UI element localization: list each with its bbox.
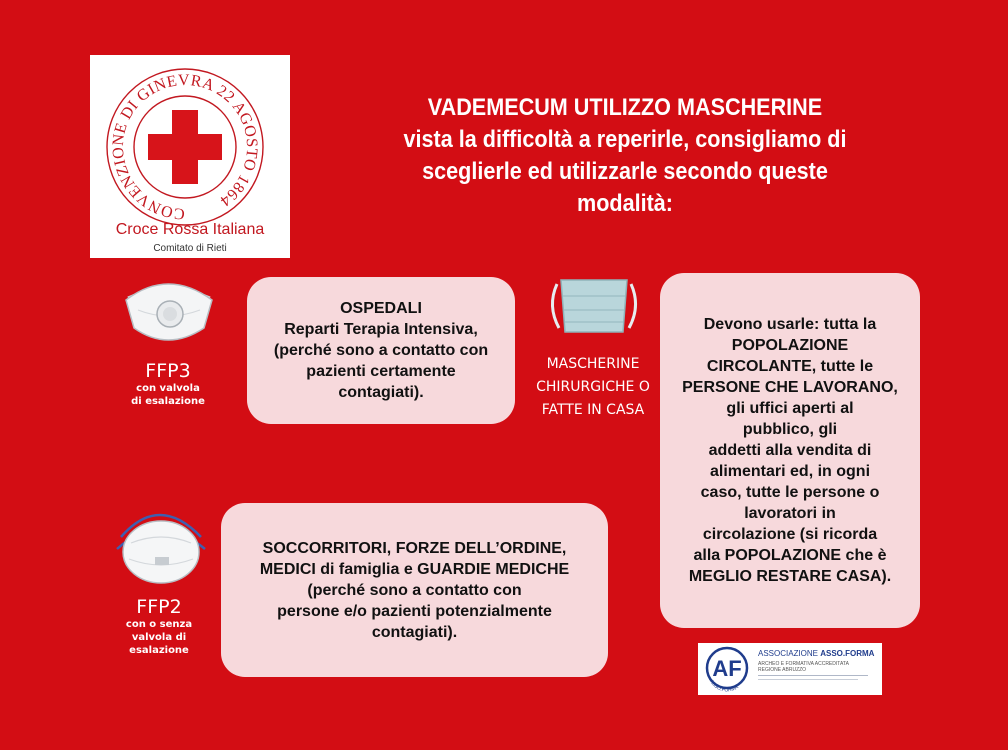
population-line: addetti alla vendita di [708,442,872,459]
title-line: sceglierle ed utilizzarle secondo queste [422,158,828,185]
hospitals-line: Reparti Terapia Intensiva, [284,321,478,338]
asso-monogram: AF [712,656,742,681]
population-line: alimentari ed, in ogni [709,463,871,480]
ffp2-mask-icon [113,497,208,587]
asso-forma-logo [698,643,882,695]
surgical-mask-icon [543,272,643,342]
rescuers-info-box [221,503,608,677]
asso-ring-text: ASSO.FORMA [708,678,740,693]
hospitals-info-box [247,277,515,424]
asso-title-name: ASSO.FORMA [820,649,875,658]
title-line: vista la difficoltà a reperirle, consigliamo di [403,126,847,153]
population-line: CIRCOLANTE, tutte le [706,358,874,375]
hospitals-line: OSPEDALI [340,300,422,317]
ffp2-note: valvola di [131,632,187,643]
title-line: VADEMECUM UTILIZZO MASCHERINE [427,94,823,121]
asso-divider [758,675,868,676]
red-cross-icon [148,110,222,184]
asso-title [758,649,880,658]
ffp3-note: di esalazione [131,396,205,407]
ffp2-note: con o senza [125,619,193,630]
population-line: pubblico, gli [742,421,838,438]
population-line: Devono usarle: tutta la [703,316,877,333]
population-line: alla POPOLAZIONE che è [693,547,887,564]
ffp2-label [104,596,214,657]
title-line: modalità: [576,190,674,217]
asso-forma-emblem [700,645,754,693]
population-line: gli uffici aperti al [726,400,854,417]
surgical-label-line: MASCHERINE [546,356,640,372]
logo-org-name: Croce Rossa Italiana [115,221,265,238]
ffp3-label [113,360,223,408]
surgical-mask-label [533,353,653,422]
hospitals-line: pazienti certamente [306,363,456,380]
surgical-label-line: CHIRURGICHE O [536,379,650,395]
population-info-box [660,273,920,628]
rescuers-line: SOCCORRITORI, FORZE DELL’ORDINE, [262,539,567,557]
asso-subtitle-line: ARCHEO E FORMATIVA ACCREDITATA [758,661,849,667]
rescuers-line: (perché sono a contatto con [307,581,522,599]
page-title [333,92,918,220]
hospitals-line: contagiati). [338,384,424,401]
rescuers-line: MEDICI di famiglia e GUARDIE MEDICHE [259,560,570,578]
ffp3-mask-icon [118,270,218,350]
ffp3-name: FFP3 [145,360,191,382]
population-line: PERSONE CHE LAVORANO, [682,379,898,396]
population-line: POPOLAZIONE [731,337,849,354]
surgical-label-line: FATTE IN CASA [541,402,645,418]
svg-text:ASSO.FORMA [708,679,740,693]
logo-ring-text: CONVENZIONE DI GINEVRA 22 AGOSTO 1864 [109,71,261,223]
ffp2-note: esalazione [129,645,189,656]
population-line: circolazione (si ricorda [702,526,878,543]
red-cross-logo [90,55,290,258]
rescuers-line: persone e/o pazienti potenzialmente [277,602,552,620]
population-line: lavoratori in [744,505,836,522]
population-line: caso, tutte le persone o [700,484,880,501]
asso-subtitle-line: REGIONE ABRUZZO [758,667,807,673]
asso-subtitle [758,661,880,673]
ffp2-name: FFP2 [136,596,182,618]
population-line: MEGLIO RESTARE CASA). [688,568,892,585]
asso-divider [758,679,858,680]
asso-title-prefix: ASSOCIAZIONE [758,649,821,658]
ffp3-note: con valvola [136,383,200,394]
hospitals-line: (perché sono a contatto con [273,342,489,359]
logo-committee: Comitato di Rieti [153,243,227,254]
rescuers-line: contagiati). [371,623,458,641]
